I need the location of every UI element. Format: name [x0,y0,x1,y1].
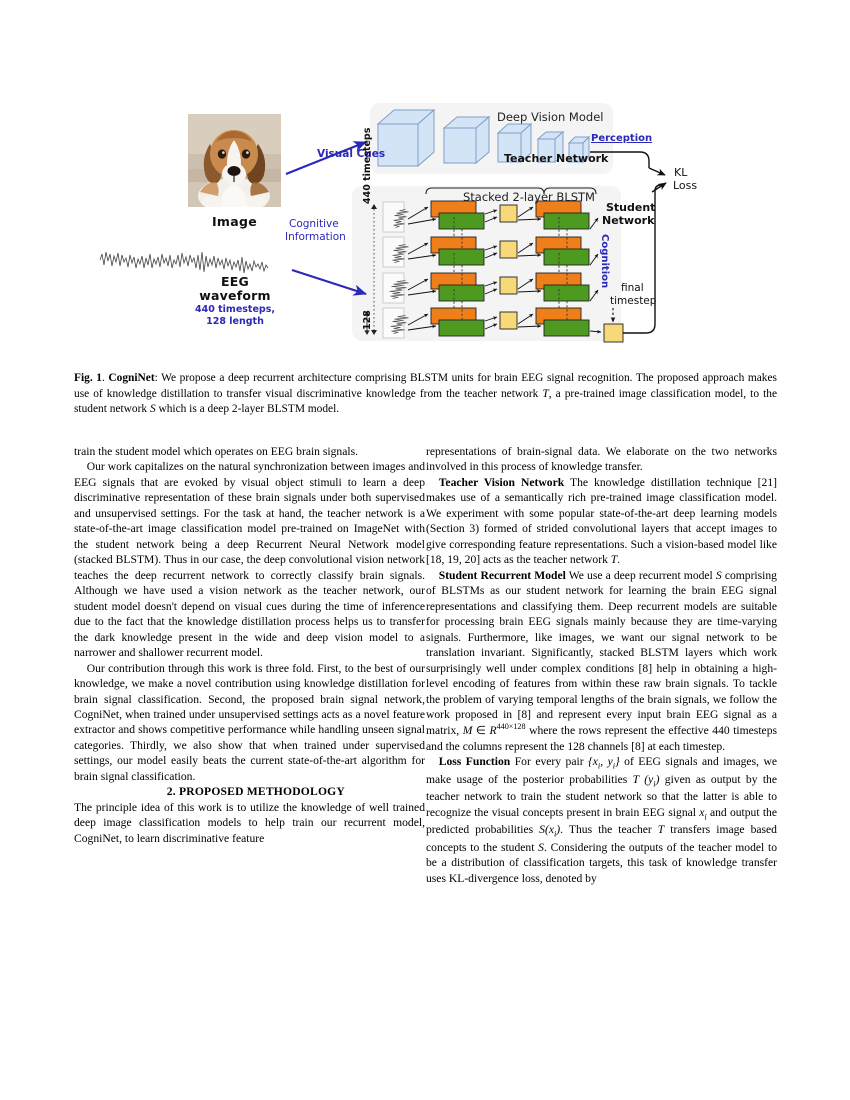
figure-axis-128-channels: 128 [362,310,373,330]
paragraph-right-3-b: comprising of BLSTMs as our student network for learning the brain EEG signal representations and classifying them. Deep recurrent models are suitable for processing brain EEG signals mainly because they are time-varying signals. Furthermore, like images, we want our signal network to be translation invariant. Significantly, stacked BLSTM layers which work surprisingly well under complex conditions [8] help in obtaining a high-level encoding of features from within these raw brain signals. To tackle the problem of varying temporal lengths of the brain signals, we follow the work proposed in [8] and represent every input brain EEG signal as a matrix, [426,568,777,738]
figure-label-kl: KL [674,166,688,179]
lead-teacher-vision-network: Teacher Vision Network [438,475,565,489]
figure-label-stacked-blstm: Stacked 2-layer BLSTM [463,190,595,204]
paragraph-right-4-b: of EEG signals and images, we make usage of the posterior probabilities [426,755,777,786]
paragraph-right-2-end: . [617,553,621,567]
caption-symbol-student: S [149,403,156,415]
caption-text-b: , a pre-trained image classification model, to the student network [74,387,777,415]
paragraph-right-3 [426,568,777,754]
figure-label-student-network: Network [602,214,655,227]
paragraph-left-2: Our work capitalizes on the natural synchronization between images and EEG signals that are evoked by visual object stimuli to learn a deep discriminative representation of these brain signals under both supervised and unsupervised settings. For the task at hand, the teacher network is a state-of-the-art image classification model pre-trained on ImageNet with the student network being a deep Recurrent Neural Network model (stacked BLSTM). Thus in our case, the deep convolutional vision network teaches the deep recurrent network to correctly classify brain signals. Although we have used a vision network as the teacher network, our student model doesn't depend on visual cues during the time of inference due to the fact that the knowledge distillation process helps us to transfer the dark knowledge present in the wide and deep vision model to a narrower and shallower recurrent model. [74,460,425,660]
lead-student-recurrent-model: Student Recurrent Model [438,568,566,582]
symbol-teacher-of-y-close: ) [655,772,660,786]
figure-label-loss: Loss [673,179,698,192]
figure-label-cognition: Cognition [599,234,610,289]
symbol-student-of-x-close: ) [556,823,561,837]
matrix-dimensions: 440×128 [496,722,526,732]
caption-fignum: Fig. 1 [74,372,102,384]
symbol-student: S [715,568,722,582]
caption-text-a: : We propose a deep recurrent architecture comprising BLSTM units for brain EEG signal recognition. The proposed approach makes use of knowledge distillation to transfer visual discriminative knowledge from the teacher network [74,372,777,400]
body-column-right [426,444,777,886]
paragraph-left-1: train the student model which operates on EEG brain signals. [74,445,358,458]
symbol-sub-i-5: i [553,829,557,839]
caption-title: CogniNet [108,372,155,384]
symbol-pair-open: {x [588,755,598,769]
paragraph-right-4-g: . Considering the outputs of the teacher model to be a distribution of classification targets, this task of knowledge transfer uses KL-divergence loss, denoted by [426,840,777,885]
figure-label-final: final [621,282,644,294]
figure-label-cognitive: Cognitive [289,218,339,230]
symbol-student-of-x: S(x [539,823,554,837]
figure-caption: Fig. 1. CogniNet: We propose a deep recurrent architecture comprising BLSTM units for brain EEG signal recognition. The proposed approach makes use of knowledge distillation to transfer visual discriminative knowledge from the teacher network T, a pre-trained image classification model, to the student network S which is a deep 2-layer BLSTM model. [74,372,777,415]
caption-text-c: which is a deep 2-layer BLSTM model. [155,403,340,415]
lead-loss-function: Loss Function [438,755,511,769]
paragraph-right-4-e: . Thus the teacher [560,823,658,837]
symbol-sub-i-1: i [597,761,601,771]
paragraph-right-4-c: given as output by the teacher network to train the student network so that the latter is able to recognize the visual concepts present in brain EEG signal [426,772,778,819]
paragraph-right-3-a: We use a deep recurrent model [565,568,716,582]
caption-symbol-teacher: T [542,387,549,400]
paragraph-right-1: representations of brain-signal data. We elaborate on the two networks involved in this process of knowledge transfer. [426,445,777,474]
figure-label-student: Student [606,201,656,214]
paragraph-right-2 [426,475,777,568]
body-column-left [74,444,425,846]
symbol-pair-close: } [615,755,620,769]
symbol-element-of: ∈ [472,724,490,738]
symbol-sub-i-2: i [612,761,616,771]
figure-label-information: Information [285,231,346,243]
section-heading-2: 2. PROPOSED METHODOLOGY [166,785,345,799]
paragraph-right-4-d: and output the predicted probabilities [426,805,777,837]
symbol-student-2: S [538,840,544,854]
paragraph-right-4-f: transfers image based concepts to the student [426,823,777,854]
figure-label-waveform: waveform [199,288,271,303]
symbol-x: x [699,805,705,819]
figure-label-eeg: EEG [221,274,249,289]
figure-axis-440-timesteps: 440 timesteps [362,127,373,204]
figure-label-teacher-network: Teacher Network [504,152,609,165]
figure-label-visual-cues: Visual Cues [317,148,386,160]
symbol-matrix-m: M [462,724,473,738]
stimulus-image-dog [188,114,281,207]
paragraph-right-2-text: The knowledge distillation technique [21] makes use of a semantically rich pre-trained image classification model. We experiment with some popular state-of-the-art deep learning models (Section 3) formed of strided convolutional layers that accept images to give corresponding feature representations. Such a vision-based model like [18, 19, 20] acts as the teacher network [426,475,777,567]
figure-label-final-timestep: timestep [610,295,657,307]
symbol-sub-i-4: i [704,811,707,821]
paragraph-right-4-a: For every pair [510,755,589,769]
symbol-real-numbers: R [489,724,497,738]
symbol-teacher: T [610,553,618,567]
symbol-teacher-2: T [657,823,665,837]
paragraph-left-4: The principle idea of this work is to utilize the knowledge of well trained deep image classification models to help train our recurrent model, CogniNet, to learn discriminative feature [74,800,425,845]
figure-1 [74,86,777,354]
figure-label-length: 128 length [206,316,264,327]
symbol-teacher-of-y: T (y [632,772,654,786]
figure-label-perception: Perception [591,133,653,144]
symbol-sub-i-3: i [653,779,656,789]
figure-label-image: Image [211,214,258,229]
paragraph-right-3-c: where the rows represent the effective 440 timesteps and the columns represent the 128 channels [8] at each timestep. [426,724,777,753]
figure-label-deep-vision-model: Deep Vision Model [497,110,604,124]
paragraph-right-4 [426,754,777,886]
paragraph-left-3: Our contribution through this work is three fold. First, to the best of our knowledge, we make a novel contribution using knowledge distillation for brain signal classification. Second, the proposed brain signal network, CogniNet, when trained under unsupervised settings acts as a novel feature extractor and shows competitive performance while handling unseen signal categories. Thirdly, we also show that when trained under supervised settings, our model easily beats the current state-of-the-art algorithm for brain signal classification. [74,661,425,783]
symbol-pair-y: , y [600,755,613,769]
figure-label-timesteps: 440 timesteps, [195,304,275,315]
